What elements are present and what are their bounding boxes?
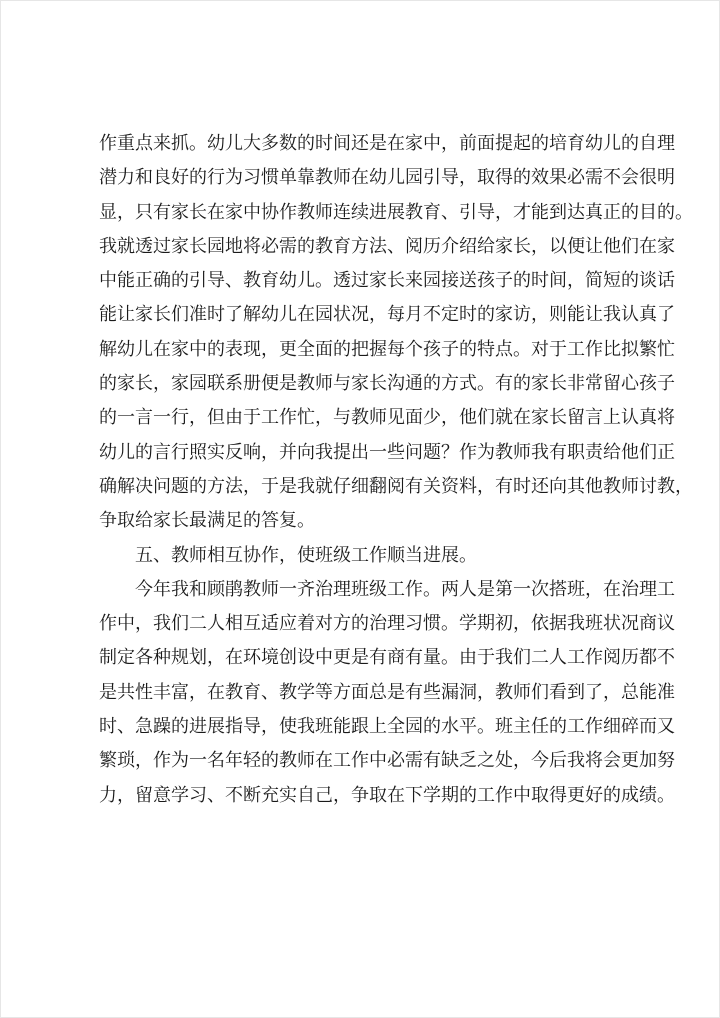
- section-heading: 五、教师相互协作，使班级工作顺当进展。: [135, 544, 477, 566]
- text-line: 繁琐，作为一名年轻的教师在工作中必需有缺乏之处，今后我将会更加努: [99, 750, 675, 772]
- text-line: 作重点来抓。幼儿大多数的时间还是在家中，前面提起的培育幼儿的自理: [99, 133, 675, 154]
- text-line: 时、急躁的进展指导，使我班能跟上全园的水平。班主任的工作细碎而又: [99, 716, 675, 738]
- text-line: 中能正确的引导、教育幼儿。透过家长来园接送孩子的时间，简短的谈话: [99, 270, 675, 292]
- text-line: 争取给家长最满足的答复。: [99, 510, 315, 532]
- text-line: 今年我和顾鹃教师一齐治理班级工作。两人是第一次搭班，在治理工: [135, 578, 675, 600]
- text-line: 潜力和良好的行为习惯单靠教师在幼儿园引导，取得的效果必需不会很明: [99, 167, 675, 189]
- text-line: 的一言一行，但由于工作忙，与教师见面少，他们就在家长留言上认真将: [99, 407, 675, 429]
- paragraph-teacher-cooperation: [99, 573, 675, 813]
- text-line: 幼儿的言行照实反响，并向我提出一些问题？作为教师我有职责给他们正: [99, 441, 675, 463]
- text-line: 我就透过家长园地将必需的教育方法、阅历介绍给家长，以便让他们在家: [99, 235, 675, 257]
- text-line: 解幼儿在家中的表现，更全面的把握每个孩子的特点。对于工作比拟繁忙: [99, 338, 675, 360]
- text-line: 力，留意学习、不断充实自己，争取在下学期的工作中取得更好的成绩。: [99, 784, 675, 806]
- text-line: 制定各种规划，在环境创设中更是有商有量。由于我们二人工作阅历都不: [99, 647, 675, 669]
- text-line: 确解决问题的方法，于是我就仔细翻阅有关资料，有时还向其他教师讨教，: [99, 475, 693, 497]
- text-line: 显，只有家长在家中协作教师连续进展教育、引导，才能到达真正的目的。: [99, 201, 693, 223]
- text-line: 能让家长们准时了解幼儿在园状况，每月不定时的家访，则能让我认真了: [99, 304, 675, 326]
- text-line: 作中，我们二人相互适应着对方的治理习惯。学期初，依据我班状况商议: [99, 613, 675, 635]
- text-line: 的家长，家园联系册便是教师与家长沟通的方式。有的家长非常留心孩子: [99, 373, 675, 395]
- document-body: [99, 127, 693, 813]
- text-line: 是共性丰富，在教育、教学等方面总是有些漏洞，教师们看到了，总能准: [99, 681, 675, 703]
- paragraph-family-communication: [99, 127, 693, 539]
